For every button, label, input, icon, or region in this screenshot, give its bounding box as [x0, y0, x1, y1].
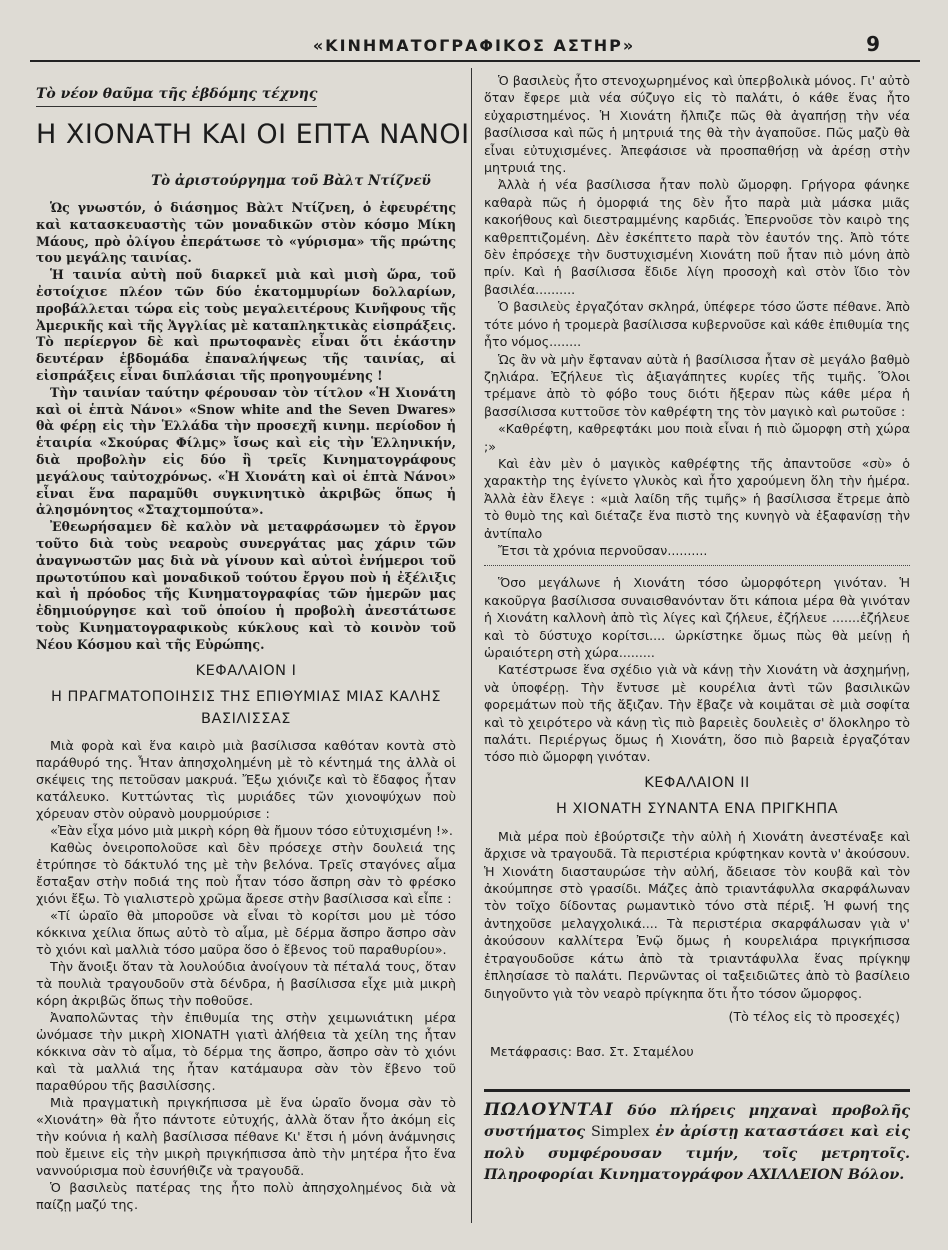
body-paragraph: Ἀλλὰ ἡ νέα βασίλισσα ἦταν πολὺ ὤμορφη. Γρήγορα φάνηκε καθαρὰ πῶς ἡ ὀμορφιά της δὲν ἦτο παρὰ μιὰ μάσκα μιᾶς κακοήθους καὶ διεστραμμένης καρδιάς. Ἐπερνοῦσε τὸν καιρὸ της καθρεπτιζομένη. Δὲν ἐσκέπτετο παρὰ τὸν ἑαυτόν της. Ἀπὸ τότε δὲν ἐπρόσεχε τὴν δυστυχισμένη Χιονάτη ποῦ ἦταν πιὸ μόνη ἀπὸ πρίν. Καὶ ἡ βασίλισσα ἔδιδε λίγη προσοχὴ καὶ στὸν ἴδιο τὸν βασιλέα..........: [484, 177, 910, 297]
article-kicker: Τὸ νέον θαῦμα τῆς ἑβδόμης τέχνης: [36, 86, 317, 107]
body-paragraph: Ὁ βασιλεὺς ἐργαζόταν σκληρά, ὑπέφερε τόσο ὥστε πέθανε. Ἀπὸ τότε μόνο ἡ τρομερὰ βασίλισσα κυβερνοῦσε καὶ κάθε ἐπιθυμία της ἦτο νόμος........: [484, 299, 910, 350]
classified-advertisement: [484, 1100, 910, 1185]
body-paragraph: Καθὼς ὀνειροπολοῦσε καὶ δὲν πρόσεχε στὴν δουλειά της ἐτρύπησε τὸ δάκτυλό της μὲ τὴν βελόνα. Τρεῖς σταγόνες αἷμα ἔσταξαν στὴν ποδιά της ποὺ ἦταν τόσο ἄσπρη σὰν τὸ φρέσκο χιόνι ἔξω. Τὸ γιαλιστερὸ χρῶμα ἄρεσε στὴν βασίλισσα καὶ εἶπε :: [36, 840, 456, 907]
ad-text: ἐν ἀρίστῃ καταστάσει καὶ εἰς πολὺ συμφέρουσαν τιμήν, τοῖς μετρητοῖς. Πληροφορίαι Κινηματογράφον ΑΧΙΛΛΕΙΟΝ Βόλον.: [484, 1122, 911, 1183]
intro-paragraph: Ὡς γνωστόν, ὁ διάσημος Βὰλτ Ντίζνεη, ὁ ἐφευρέτης καὶ κατασκευαστὴς τῶν μοναδικῶν στὸν κόσμο Μίκη Μάους, πρὸ ὀλίγου ἐπεράτωσε τὸ «γύρισμα» τῆς πρώτης του μεγάλης ταινίας.: [36, 200, 456, 266]
body-paragraph: Μιὰ φορὰ καὶ ἕνα καιρὸ μιὰ βασίλισσα καθόταν κοντὰ στὸ παράθυρό της. Ἦταν ἀπησχολημένη μὲ τὸ κέντημά της ἀλλὰ οἱ σκέψεις της πετοῦσαν μακρυά. Ἔξω χιόνιζε καὶ τὸ ἔδαφος ἦταν κατάλευκο. Κυττώντας τὶς μυριάδες τῶν χιονοψύχων ποὺ χόρευαν στὸν οὐρανὸ μουρμούρισε :: [36, 738, 456, 822]
advertisement-rule: [484, 1089, 910, 1092]
page-number: 9: [866, 32, 880, 56]
body-paragraph: Ὅσο μεγάλωνε ἡ Χιονάτη τόσο ὠμορφότερη γινόταν. Ἡ κακοῦργα βασίλισσα συναισθανόνταν ὅτι κάποια μέρα θὰ γινόταν ἡ Χιονάτη καλλονὴ ἀπὸ τὶς λίγες καὶ ζήλευε, ἐζήλευε .......ἐζήλευε καὶ τὸ δύστυχο κορίτσι.... ὡρκίστηκε ὅμως πὼς θὰ μείνῃ ἡ ὡραιότερη στὴ χώρα.........: [484, 575, 910, 660]
chapter-2-label: ΚΕΦΑΛΑΙΟΝ II: [644, 774, 750, 791]
header-rule: [30, 60, 920, 62]
body-paragraph: Μιὰ πραγματικὴ πριγκήπισσα μὲ ἕνα ὡραῖο ὄνομα σὰν τὸ «Χιονάτη» θὰ ἦτο πάντοτε εὐτυχής, ἀλλὰ ὅταν ἦτο ἀκόμη εἰς τὴν κούνια ἡ καλὴ βασίλισσα πέθανε Κι' ἔτσι ἡ μόνη ἀνάμνησις ποὺ ἔμεινε εἰς τὴν μικρὴ πριγκήπισσα ἀπὸ τὴν μητέρα ἦτο ἕνα ναννούρισμα ποὺ ἐσυνήθιζε νὰ τραγουδᾶ.: [36, 1095, 456, 1179]
publication-title: «ΚΙΝΗΜΑΤΟΓΡΑΦΙΚΟΣ ΑΣΤΗΡ»: [312, 36, 636, 55]
body-paragraph: «Ἐὰν εἶχα μόνο μιὰ μικρὴ κόρη θὰ ἤμουν τόσο εὐτυχισμένη !».: [50, 823, 453, 839]
dotted-separator: [484, 565, 910, 566]
body-paragraph: Τὴν ἄνοιξι ὅταν τὰ λουλούδια ἀνοίγουν τὰ πέταλά τους, ὅταν τὰ πουλιὰ τραγουδοῦν στὰ δένδρα, ἡ βασίλισσα εἶχε μιὰ μικρὴ κόρη ἀκριβῶς ὅπως τὴν ποθοῦσε.: [36, 959, 456, 1009]
chapter-1-body: [36, 738, 456, 1214]
ad-text: δύο πλήρεις μηχαναὶ προβολῆς συστήματος: [484, 1101, 910, 1140]
body-paragraph: Καὶ ἐὰν μὲν ὁ μαγικὸς καθρέφτης τῆς ἀπαντοῦσε «σὺ» ὁ χαρακτὴρ της ἐγίνετο γλυκὸς καὶ ἦτο χαρούμενη ὅλη τὴν ἡμέρα. Ἀλλὰ ἐὰν ἔλεγε : «μιὰ λαίδη τῆς τιμῆς» ἡ βασίλισσα ἔτρεμε ἀπὸ τὸ θυμὸ της καὶ διέταζε ἕνα πιστὸ της κυνηγὸ νὰ ἐξαφανίσῃ τὴν ἀντίπαλο: [484, 455, 910, 541]
continued-body: [484, 72, 910, 766]
body-paragraph: Κατέστρωσε ἕνα σχέδιο γιὰ νὰ κάνῃ τὴν Χιονάτη νὰ ἀσχημήνῃ, νὰ ὑποφέρῃ. Τὴν ἔντυσε μὲ κουρέλια ἀντὶ τῶν βασιλικῶν φορεμάτων ποὺ τῆς ἄξιζαν. Τὴν ἔβαζε νὰ κοιμᾶται σὲ μιὰ σοφίτα καὶ τὸ χειρότερο νὰ κάνῃ τὶς πιὸ βαρειὲς δουλειὲς σ' ὅλοκληρο τὸ παλάτι. Περιέργως ὅμως ἡ Χιονάτη, ὅσο πιὸ βαρειὰ ἐργαζόταν τόσο πιὸ ὤμορφη γινόταν.: [484, 662, 910, 765]
right-column: [484, 72, 910, 1185]
intro-paragraph: Τὴν ταινίαν ταύτην φέρουσαν τὸν τίτλον «Ἡ Χιονάτη καὶ οἱ ἑπτὰ Νάνοι» «Snow white and the Seven Dwares» θὰ φέρῃ εἰς τὴν Ἑλλάδα τὴν προσεχῆ κινημ. περίοδον ἡ ἑταιρία «Σκούρας Φίλμς» ἴσως καὶ εἰς τὴν Ἑλληνικήν, διὰ προβολὴν εἰς δύο ἢ τρεῖς Κινηματογράφους μεγάλους ταὐτοχρόνως. «Ἡ Χιονάτη καὶ οἱ ἑπτὰ Νάνοι» εἶναι ἕνα παραμῦθι συγκινητικὸ ἀκριβῶς ὅπως ἡ ἀλησμόνητος «Σταχτομπούτα».: [36, 384, 456, 518]
body-paragraph: Ὁ βασιλεὺς ἦτο στενοχωρημένος καὶ ὑπερβολικὰ μόνος. Γι' αὐτὸ ὅταν ἔφερε μιὰ νέα σύζυγο εἰς τὸ παλάτι, ὁ κάθε ἕνας ἦτο εὐχαριστημένος. Ἡ Χιονάτη ἤλπιζε πῶς θὰ ἀγαπήσῃ τὴν νέα βασίλισσα καὶ πῶς ἡ μητρυιά της θὰ τὴν ἀγαποῦσε. Πῶς μαζὺ θὰ εἶναι εὐτυχισμένες. Ἀπεφάσισε νὰ προσπαθήσῃ νὰ ἀρέσῃ στὴν μητρυιά της.: [484, 73, 910, 176]
translator-credit: Μετάφρασις: Βασ. Στ. Σταμέλου: [490, 1044, 694, 1060]
body-paragraph: Μιὰ μέρα ποὺ ἐβούρτσιζε τὴν αὐλὴ ἡ Χιονάτη ἀνεστέναξε καὶ ἄρχισε νὰ τραγουδᾶ. Τὰ περιστέρια κρύφτηκαν κοντὰ ν' ἀκούσουν. Ἡ Χιονάτη διασταυρώσε τὴν αὐλή, ἄδειασε τὸν κουβᾶ καὶ τὸν ἀκούμπησε στὸ γρασίδι. Μάζες ἀπὸ τριαντάφυλλα σκαρφάλωναν τὸν τοῖχο δίδοντας ρωμαντικὸ τόνο στὰ πέριξ. Ἡ φωνή της ἀντηχοῦσε μελαγχολικά.... Τὰ περιστέρια σκαρφάλωσαν γιὰ ν' ἀκούσουν καλλίτερα Ἐνῷ ὅμως ἡ κουρελιάρα πριγκήπισσα ἐτραγουδοῦσε κάτω ἀπὸ τὰ τριαντάφυλλα ἕνας πρίγκηψ ἐπλησίασε τὸ παλάτι. Περνῶντας οἱ ταξειδιῶτες ἀπὸ τὸ βασίλειο διηγοῦντο γιὰ τὸν νεαρὸ πρίγκηπα ὅτι ἦτο τόσον ὤμορφος.: [484, 828, 910, 1001]
column-divider: [471, 68, 472, 1223]
intro-paragraph: Ἐθεωρήσαμεν δὲ καλὸν νὰ μεταφράσωμεν τὸ ἔργον τοῦτο διὰ τοὺς νεαροὺς συνεργάτας μας χάριν τῶν ἀναγνωστῶν μας διὰ νὰ γίνουν καὶ αὐτοὶ ἐνήμεροι τοῦ πρωτοτύπου καὶ μοναδικοῦ τούτου ἔργου ποὺ ἡ ἐξέλιξις καὶ ἡ πρόοδος τῆς Κινηματογραφίας τῶν ἡμερῶν μας ἐδημιούργησε καὶ τοῦ ὁποίου ἡ προβολὴ ἀνεστάτωσε τοὺς Κινηματογραφικοὺς κύκλους καὶ τὸ κοινὸν τοῦ Νέου Κόσμου καὶ τῆς Εὐρώπης.: [36, 519, 456, 652]
ad-brand: Simplex: [590, 1123, 650, 1140]
ad-lead: ΠΩΛΟΥΝΤΑΙ: [484, 1099, 614, 1120]
body-paragraph: Ἀναπολῶντας τὴν ἐπιθυμία της στὴν χειμωνιάτικη μέρα ὠνόμασε τὴν μικρὴ ΧΙΟΝΑΤΗ γιατὶ ἀλήθεια τὰ χείλη της ἦταν κόκκινα σὰν τὸ αἷμα, τὸ δέρμα της ἄσπρο, ἄσπρο σὰν τὸ χιόνι καὶ τὰ μαλλιά της ἦταν κατάμαυρα σὰν τὸν ἔβενο τοῦ παραθύρου τῆς βασιλίσσης.: [36, 1010, 456, 1094]
chapter-1-title: Η ΠΡΑΓΜΑΤΟΠΟΙΗΣΙΣ ΤΗΣ ΕΠΙΘΥΜΙΑΣ ΜΙΑΣ ΚΑΛΗΣ ΒΑΣΙΛΙΣΣΑΣ: [50, 688, 442, 727]
chapter-2-title: Η ΧΙΟΝΑΤΗ ΣΥΝΑΝΤΑ ΕΝΑ ΠΡΙΓΚΗΠΑ: [555, 800, 839, 817]
body-paragraph: «Καθρέφτη, καθρεφτάκι μου ποιὰ εἶναι ἡ πιὸ ὤμορφη στὴ χώρα ;»: [484, 421, 910, 454]
article-intro: [36, 200, 456, 654]
chapter-2-body: [484, 828, 910, 1002]
article-subhead: Τὸ ἀριστούργημα τοῦ Βὰλτ Ντίζνεϋ: [151, 172, 431, 189]
body-paragraph: Ὁ βασιλεὺς πατέρας της ἦτο πολὺ ἀπησχολημένος διὰ νὰ παίζῃ μαζύ της.: [36, 1180, 456, 1213]
body-paragraph: Ἔτσι τὰ χρόνια περνοῦσαν..........: [498, 542, 708, 558]
chapter-1-label: ΚΕΦΑΛΑΙΟΝ I: [195, 662, 297, 679]
body-paragraph: «Τί ὡραῖο θὰ μποροῦσε νὰ εἶναι τὸ κορίτσι μου μὲ τόσο κόκκινα χείλια ὅπως αὐτὸ τὸ αἷμα, μὲ δέρμα ἄσπρο ἄσπρο σὰν τὸ χιόνι καὶ μαλλιὰ τόσο μαῦρα ὅσο ὁ ἔβενος τοῦ παραθυρίου».: [36, 908, 456, 958]
intro-paragraph: Ἡ ταινία αὐτὴ ποῦ διαρκεῖ μιὰ καὶ μισὴ ὥρα, τοῦ ἐστοίχισε πλέον τῶν δύο ἑκατομμυρίων δολλαρίων, προβάλλεται τώρα εἰς τοὺς μεγαλειτέρους Κινῆφους τῆς Ἀμερικῆς καὶ τῆς Ἀγγλίας μὲ καταπληκτικὰς εἰσπράξεις. Τὸ περίεργον δὲ καὶ πρωτοφανὲς εἶναι ὅτι ἑκάστην δευτέραν ἑβδομάδα ἐπαναλήψεως τῆς ταινίας, αἱ εἰσπράξεις εἶναι διπλάσιαι τῆς προηγουμένης !: [36, 267, 456, 383]
left-column: [36, 72, 470, 1214]
to-be-continued: (Τὸ τέλος εἰς τὸ προσεχές): [728, 1008, 900, 1024]
body-paragraph: Ὡς ἂν νὰ μὴν ἔφταναν αὐτὰ ἡ βασίλισσα ἦταν σὲ μεγάλο βαθμὸ ζηλιάρα. Ἐζήλευε τὶς ἀξιαγάπητες κυρίες τῆς τιμῆς. Ὅλοι τρέμανε ἀπὸ τὸ φόβο τους διότι ἤξεραν πὼς κάθε μέρα ἡ βασσίλισσα κυττοῦσε τὸν καθρέφτη της τὸν μαγικὸ καὶ ρωτοῦσε :: [484, 351, 910, 419]
masthead: [0, 32, 948, 58]
article-headline: Η ΧΙΟΝΑΤΗ ΚΑΙ ΟΙ ΕΠΤΑ ΝΑΝΟΙ: [36, 118, 470, 150]
